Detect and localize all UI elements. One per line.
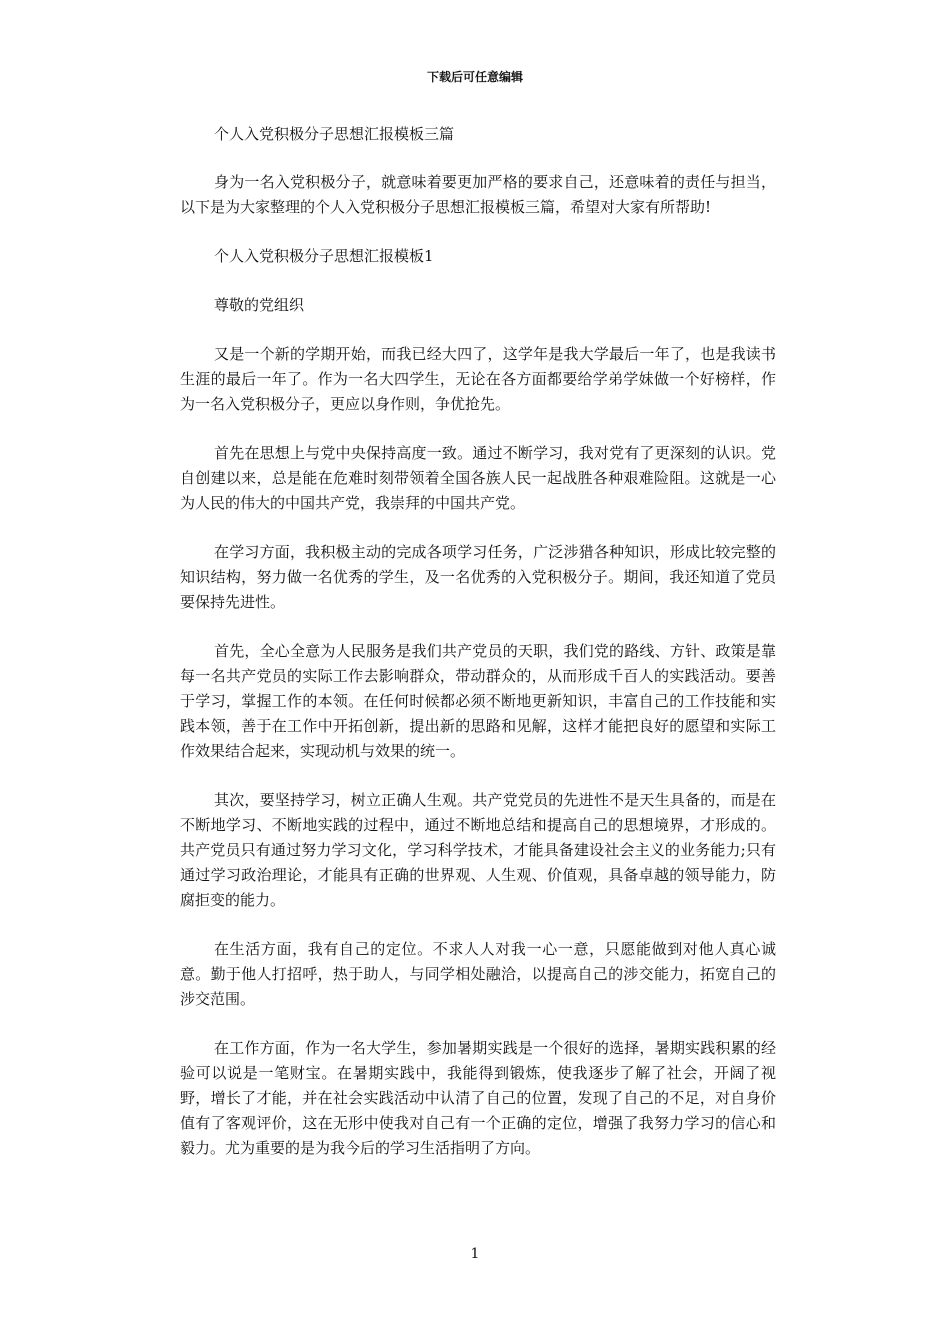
body-paragraph: 在学习方面，我积极主动的完成各项学习任务，广泛涉猎各种知识，形成比较完整的知识结构，努力做一名优秀的学生，及一名优秀的入党积极分子。期间，我还知道了党员要保持先进性。 — [180, 543, 776, 611]
download-note-header: 下载后可任意编辑 — [426, 70, 523, 84]
salutation: 尊敬的党组织 — [214, 296, 305, 314]
document-body — [180, 122, 776, 1185]
body-paragraph: 在生活方面，我有自己的定位。不求人人对我一心一意，只愿能做到对他人真心诚意。勤于他人打招呼，热于助人，与同学相处融洽，以提高自己的涉交能力，拓宽自己的涉交范围。 — [180, 940, 776, 1008]
section-heading: 个人入党积极分子思想汇报模板1 — [214, 247, 434, 265]
document-title: 个人入党积极分子思想汇报模板三篇 — [214, 125, 455, 143]
body-paragraph: 在工作方面，作为一名大学生，参加暑期实践是一个很好的选择，暑期实践积累的经验可以说是一笔财宝。在暑期实践中，我能得到锻炼，使我逐步了解了社会，开阔了视野，增长了才能，并在社会实践活动中认清了自己的位置，发现了自己的不足，对自身价值有了客观评价，这在无形中使我对自己有一个正确的定位，增强了我努力学习的信心和毅力。尤为重要的是为我今后的学习生活指明了方向。 — [180, 1039, 776, 1157]
body-paragraph: 又是一个新的学期开始，而我已经大四了，这学年是我大学最后一年了，也是我读书生涯的最后一年了。作为一名大四学生，无论在各方面都要给学弟学妹做一个好榜样，作为一名入党积极分子，更应以身作则，争优抢先。 — [180, 345, 776, 413]
body-paragraph: 其次，要坚持学习，树立正确人生观。共产党党员的先进性不是天生具备的，而是在不断地学习、不断地实践的过程中，通过不断地总结和提高自己的思想境界，才形成的。共产党员只有通过努力学习文化，学习科学技术，才能具备建设社会主义的业务能力;只有通过学习政治理论，才能具有正确的世界观、人生观、价值观，具备卓越的领导能力，防腐拒变的能力。 — [180, 791, 776, 909]
page-number: 1 — [470, 1246, 480, 1262]
body-paragraph: 首先，全心全意为人民服务是我们共产党员的天职，我们党的路线、方针、政策是靠每一名共产党员的实际工作去影响群众，带动群众的，从而形成千百人的实践活动。要善于学习，掌握工作的本领。在任何时候都必须不断地更新知识，丰富自己的工作技能和实践本领，善于在工作中开拓创新，提出新的思路和见解，这样才能把良好的愿望和实际工作效果结合起来，实现动机与效果的统一。 — [180, 642, 776, 760]
intro-paragraph: 身为一名入党积极分子，就意味着要更加严格的要求自己，还意味着的责任与担当，以下是为大家整理的个人入党积极分子思想汇报模板三篇，希望对大家有所帮助! — [180, 173, 776, 216]
body-paragraph: 首先在思想上与党中央保持高度一致。通过不断学习，我对党有了更深刻的认识。党自创建以来，总是能在危难时刻带领着全国各族人民一起战胜各种艰难险阻。这就是一心为人民的伟大的中国共产党，我崇拜的中国共产党。 — [180, 444, 776, 512]
